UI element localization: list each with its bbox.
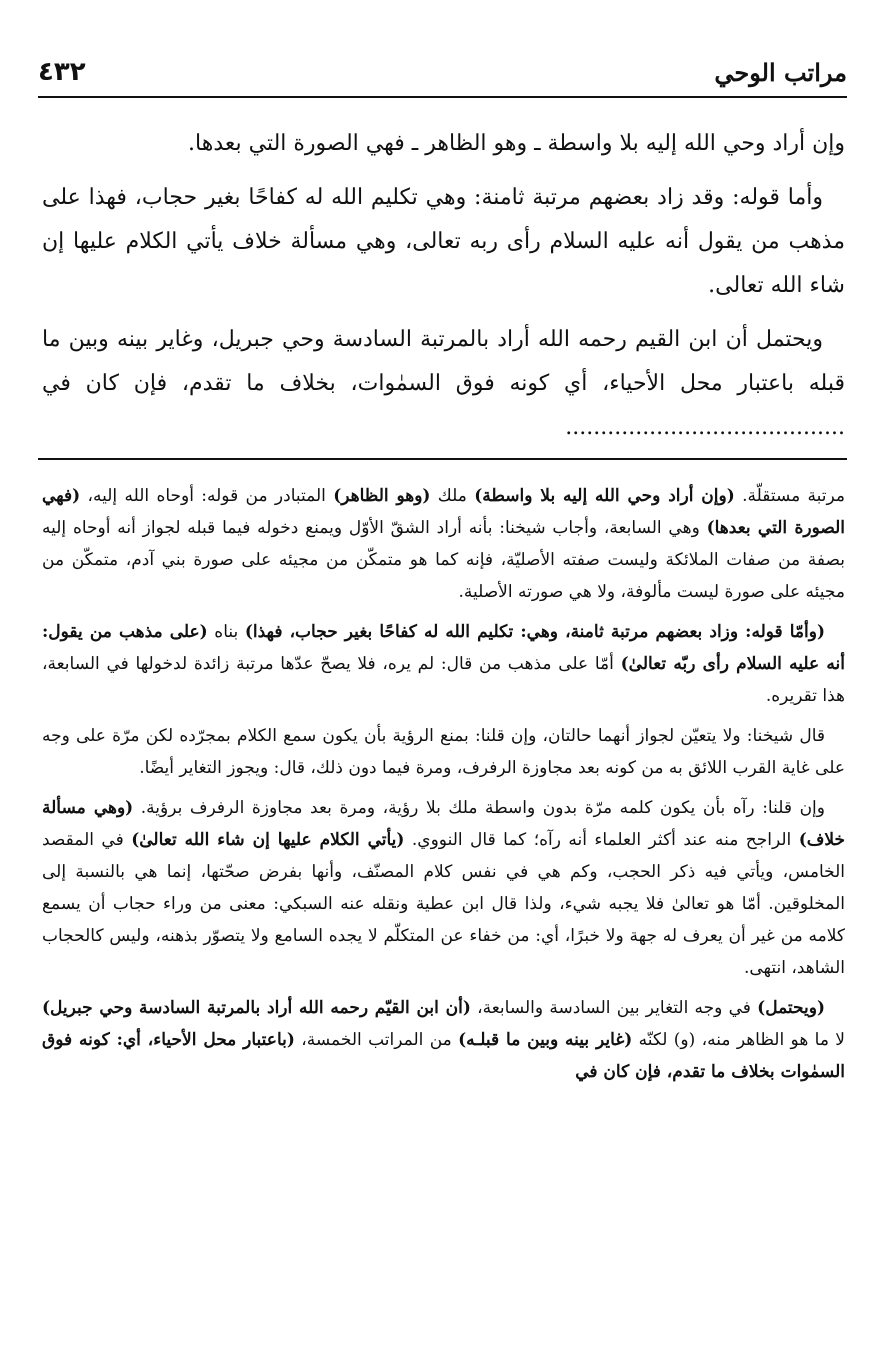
main-text (42, 122, 845, 460)
main-paragraph (42, 318, 845, 450)
quoted-text: (على مذهب من يقول: أنه عليه السلام رأى ربّه تعالىٰ) (42, 622, 845, 674)
commentary-paragraph: قال شيخنا: ولا يتعيّن لجواز أنهما حالتان، وإن قلنا: بمنع الرؤية بأن يكون سمع الكلام بمجرّده لكن مرّة على وجه على غاية القرب اللائق به من كونه بعد مجاوزة الرفرف، ومرة فيما دون ذلك، قال: ويجوز التغاير أيضًا. (42, 726, 845, 778)
commentary-paragraph (42, 992, 845, 1088)
commentary-paragraph (42, 792, 845, 984)
commentary-text-run: مرتبة مستقلّة. (734, 486, 846, 506)
commentary-text-run: في وجه التغاير بين السادسة والسابعة، (470, 998, 758, 1018)
main-paragraph: وإن أراد وحي الله إليه بلا واسطة ـ وهو الظاهر ـ فهي الصورة التي بعدها. (188, 131, 845, 156)
quoted-text: (وهو الظاهر) (333, 486, 431, 506)
quoted-text: (وهي مسألة خلاف) (42, 798, 846, 850)
main-paragraph-text: ويحتمل أن ابن القيم رحمه الله أراد بالمرتبة السادسة وحي جبريل، وغاير بينه وبين ما قبله باعتبار محل الأحياء، أي كونه فوق السمٰوات، بخلاف ما تقدم، فإن كان في (42, 327, 845, 396)
commentary-text-run: بناه (207, 622, 245, 642)
commentary-paragraph (42, 480, 845, 608)
quoted-text: (أن ابن القيّم رحمه الله أراد بالمرتبة السادسة وحي جبريل) (42, 998, 471, 1018)
quoted-text: (ويحتمل) (757, 998, 826, 1018)
commentary-text-run: ملك (430, 486, 475, 506)
commentary-text-run: في المقصد الخامس، ويأتي فيه ذكر الحجب، وكم هي في نفس كلام المصنّف، وأنها بفرض صحّتها، إنما هي بالنسبة إلى المخلوقين. أمّا هو تعالىٰ فلا يجبه شيء، ولذا قال ابن عطية ونقله عنه السبكي: معنى من وراء حجاب أن يسمع كلامه من غير أن يعرف له جهة ولا خبرًا، أي: من خفاء عن المتكلّم لا يجده السامع ولا يتصوّر بذهنه، وليس كالحجاب الشاهد، انتهى. (42, 830, 845, 978)
header-rule (38, 96, 847, 98)
quoted-text: (غاير بينه وبين ما قبلـه) (458, 1030, 633, 1050)
commentary-paragraph (42, 616, 845, 712)
commentary-text-run: وهي السابعة، وأجاب شيخنا: بأنه أراد الشقّ الأوّل ويمنع دخوله فيما قبله لجواز أنه أوحاه إليه بصفة من صفات الملائكة وليست صفته الأصليّة، فإنه كما هو متمكّن من مجيئه على صورة بني آدم، متمكّن من مجيئه على صورة ليست مألوفة، ولا هي صورته الأصلية. (42, 518, 845, 602)
commentary-text-run: لا ما هو الظاهر منه، (و) لكنّه (632, 1030, 845, 1050)
main-paragraph: وأما قوله: وقد زاد بعضهم مرتبة ثامنة: وهي تكليم الله له كفاحًا بغير حجاب، فهذا على مذهب من يقول أنه عليه السلام رأى ربه تعالى، وهي مسألة خلاف يأتي الكلام عليها إن شاء الله تعالى. (42, 185, 845, 298)
commentary-text (42, 480, 845, 1096)
commentary-text-run: وإن قلنا: رآه بأن يكون كلمه مرّة بدون واسطة ملك بلا رؤية، ومرة بعد مجاوزة الرفرف برؤية. (133, 798, 825, 818)
quoted-text: (يأتي الكلام عليها إن شاء الله تعالىٰ) (131, 830, 405, 850)
commentary-divider (38, 458, 847, 460)
quoted-text: (باعتبار محل الأحياء، أي: كونه فوق السمٰوات بخلاف ما تقدم، فإن كان في (42, 1030, 845, 1082)
quoted-text: (وإن أراد وحي الله إليه بلا واسطة) (474, 486, 735, 506)
commentary-text-run: أمّا على مذهب من قال: لم يره، فلا يصحّ عدّها مرتبة زائدة لدخولها في السابعة، هذا تقريره. (42, 654, 845, 706)
commentary-text-run: من المراتب الخمسة، (294, 1030, 459, 1050)
commentary-text-run: المتبادر من قوله: أوحاه الله إليه، (80, 486, 334, 506)
running-title: مراتب الوحي (714, 57, 847, 87)
page-number: ٤٣٢ (38, 57, 86, 87)
continuation-dots: ........................................ (565, 415, 845, 440)
quoted-text: (فهي الصورة التي بعدها) (42, 486, 845, 538)
commentary-text-run: الراجح منه عند أكثر العلماء أنه رآه؛ كما قال النووي. (404, 830, 799, 850)
quoted-text: (وأمّا قوله: وزاد بعضهم مرتبة ثامنة، وهي: تكليم الله له كفاحًا بغير حجاب، فهذا) (244, 622, 826, 642)
page-header (38, 52, 847, 92)
